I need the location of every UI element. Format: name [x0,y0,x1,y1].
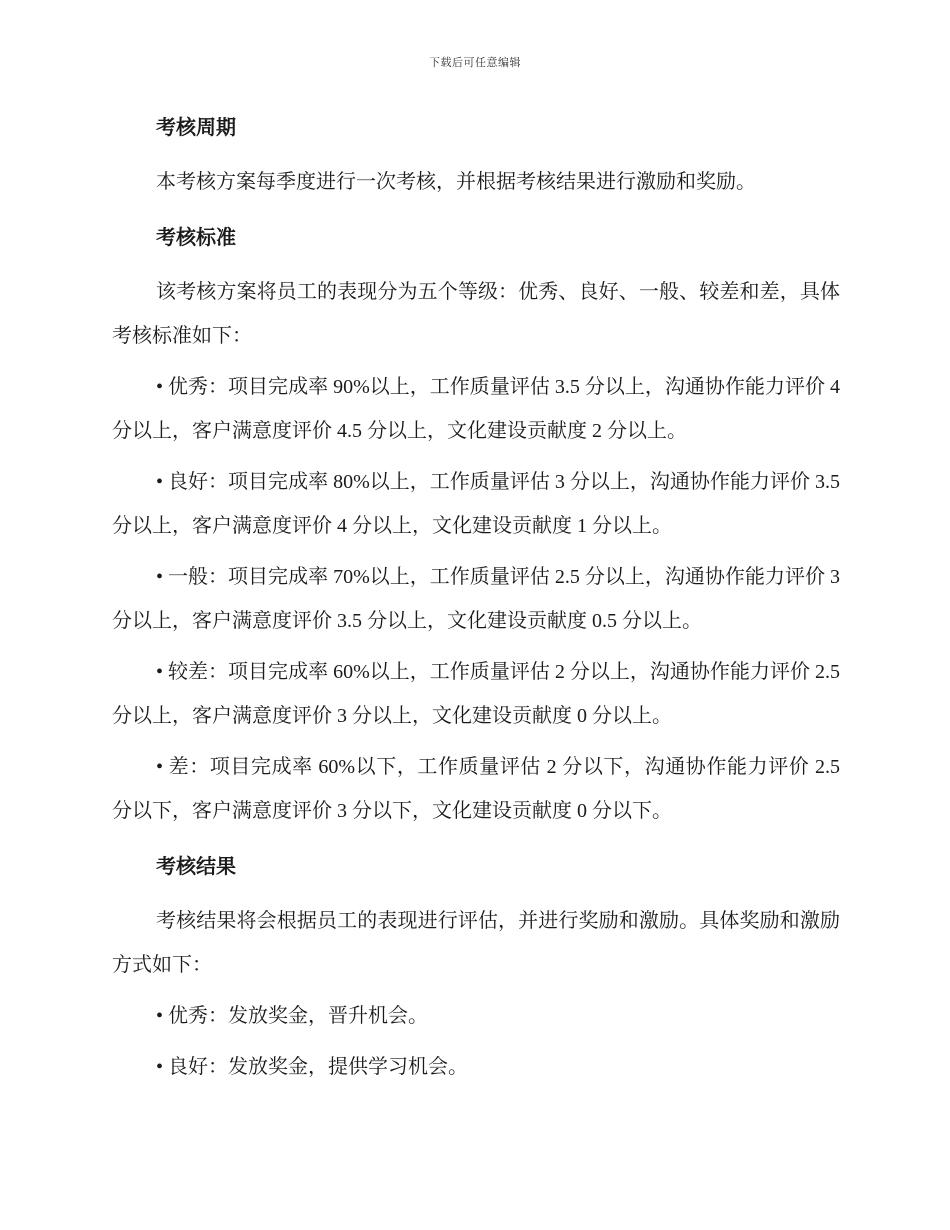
list-item: • 一般：项目完成率 70%以上，工作质量评估 2.5 分以上，沟通协作能力评价 3 分以上，客户满意度评价 3.5 分以上，文化建设贡献度 0.5 分以上。 [112,566,840,632]
section-standards [112,220,840,833]
list-item: • 较差：项目完成率 60%以上，工作质量评估 2 分以上，沟通协作能力评价 2.5 分以上，客户满意度评价 3 分以上，文化建设贡献度 0 分以上。 [112,661,840,727]
document-body [112,110,840,1089]
section-heading: 考核周期 [156,115,236,139]
list-item: • 差：项目完成率 60%以下，工作质量评估 2 分以下，沟通协作能力评价 2.5 分以下，客户满意度评价 3 分以下，文化建设贡献度 0 分以下。 [112,756,840,822]
header-note: 下载后可任意编辑 [429,57,521,69]
paragraph: 考核结果将会根据员工的表现进行评估，并进行奖励和激励。具体奖励和激励方式如下： [112,910,840,976]
paragraph: 本考核方案每季度进行一次考核，并根据考核结果进行激励和奖励。 [156,171,756,193]
section-heading: 考核结果 [156,854,236,878]
list-item: • 优秀：项目完成率 90%以上，工作质量评估 3.5 分以上，沟通协作能力评价 4 分以上，客户满意度评价 4.5 分以上，文化建设贡献度 2 分以上。 [112,376,840,442]
section-cycle [112,110,840,204]
section-results [112,849,840,1089]
paragraph: 该考核方案将员工的表现分为五个等级：优秀、良好、一般、较差和差，具体考核标准如下： [112,281,840,347]
list-item: • 良好：发放奖金，提供学习机会。 [156,1056,469,1078]
section-heading: 考核标准 [156,225,236,249]
list-item: • 良好：项目完成率 80%以上，工作质量评估 3 分以上，沟通协作能力评价 3.5 分以上，客户满意度评价 4 分以上，文化建设贡献度 1 分以上。 [112,471,840,537]
list-item: • 优秀：发放奖金，晋升机会。 [156,1005,429,1027]
